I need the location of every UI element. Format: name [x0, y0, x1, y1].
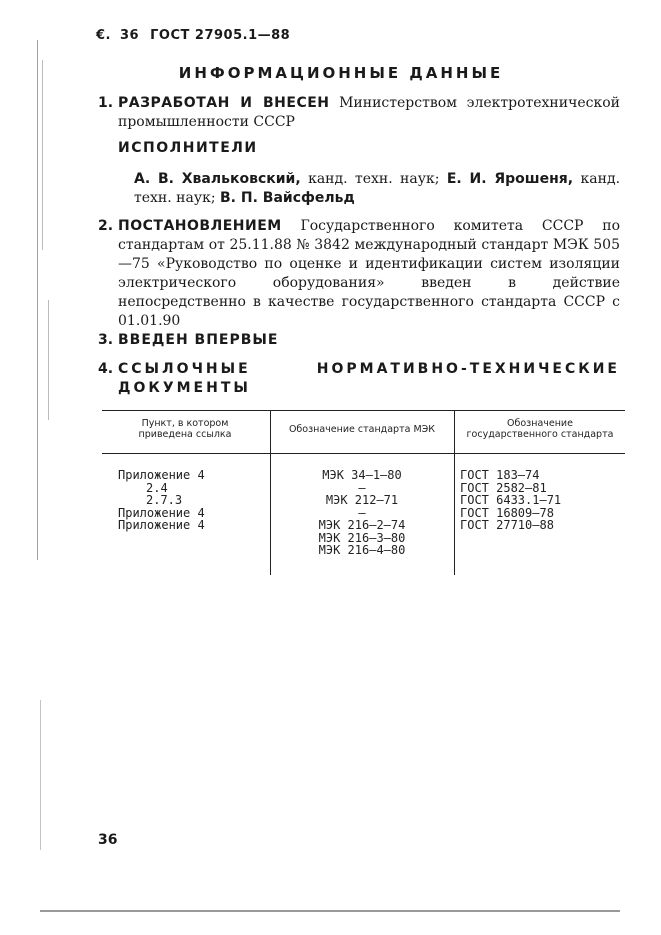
- table-cell: ГОСТ 27710—88: [460, 518, 554, 532]
- table-cell: ГОСТ 183—74: [460, 468, 540, 482]
- executor-2: Е. И. Ярошеня,: [446, 171, 574, 187]
- scan-artifact-bottom: [40, 910, 620, 912]
- section-3-number: 3.: [98, 332, 114, 348]
- table-cell: 2.4: [146, 480, 168, 495]
- table-cell: 2.7.3: [146, 493, 183, 507]
- table-cell: ГОСТ 6433.1—71: [460, 493, 562, 507]
- executor-2-rank: канд. техн. наук;: [134, 171, 621, 206]
- section-4-number: 4.: [98, 361, 114, 377]
- section-2-text: Государственного комитета СССР по стандартам от 25.11.88 № 3842 международный стандарт МЭК 505—75 «Руководство по оценке и идентификации систем изоляции электрического оборудования» введен в действие непосредственно в качестве государственного стандарта СССР с 01.01.90: [118, 218, 621, 329]
- section-1: [98, 94, 620, 134]
- executor-1-rank: канд. техн. наук;: [308, 171, 440, 187]
- scan-artifact-left-2: [42, 60, 43, 250]
- section-2: [98, 217, 621, 329]
- table-header-3: Обозначение государственного стандарта: [466, 418, 614, 440]
- section-2-number: 2.: [98, 218, 114, 234]
- table-header-rule: [102, 453, 625, 454]
- table-cell: МЭК 34—1—80: [322, 468, 402, 482]
- running-header: [96, 28, 290, 43]
- executors-list: [134, 170, 620, 208]
- table-top-rule: [102, 410, 625, 411]
- references-table: [102, 410, 625, 580]
- table-cell: МЭК 216—3—80: [318, 530, 406, 545]
- section-4-caps: ССЫЛОЧНЫЕ НОРМАТИВНО-ТЕХНИЧЕСКИЕ ДОКУМЕНТЫ: [118, 361, 620, 396]
- header-mark: €.: [96, 28, 111, 43]
- page-title: ИНФОРМАЦИОННЫЕ ДАННЫЕ: [178, 64, 504, 82]
- table-cell: Приложение 4: [118, 468, 205, 482]
- table-cell: —: [358, 505, 366, 520]
- table-header-2: Обозначение стандарта МЭК: [288, 424, 436, 435]
- section-1-caps: РАЗРАБОТАН И ВНЕСЕН: [118, 95, 330, 111]
- table-cell: —: [358, 480, 366, 495]
- scan-artifact-left-3: [48, 300, 49, 420]
- table-cell: ГОСТ 16809—78: [460, 505, 554, 520]
- table-cell: Приложение 4: [118, 518, 205, 532]
- table-col-1: [118, 469, 258, 532]
- table-cell: МЭК 216—2—74: [318, 518, 406, 532]
- section-3-caps: ВВЕДЕН ВПЕРВЫЕ: [118, 332, 279, 348]
- table-header-1: Пункт, в котором приведена ссылка: [138, 418, 232, 440]
- scan-artifact-left-1: [37, 40, 38, 560]
- table-cell: МЭК 212—71: [325, 493, 399, 507]
- executor-3: В. П. Вайсфельд: [220, 190, 355, 206]
- page-number: 36: [98, 832, 118, 848]
- table-divider-2: [454, 410, 455, 575]
- executors-heading: ИСПОЛНИТЕЛИ: [118, 140, 258, 156]
- section-1-text: Министерством электротехнической промышленности СССР: [118, 95, 620, 130]
- table-col-2: [274, 469, 450, 557]
- scan-artifact-left-4: [40, 700, 41, 850]
- table-col-3: [460, 469, 620, 532]
- table-cell: ГОСТ 2582—81: [460, 480, 547, 495]
- executor-1: А. В. Хвальковский,: [134, 171, 301, 187]
- table-cell: Приложение 4: [118, 505, 205, 520]
- section-2-caps: ПОСТАНОВЛЕНИЕМ: [118, 218, 282, 234]
- section-3: [98, 331, 620, 351]
- section-4: [98, 360, 620, 400]
- header-code: ГОСТ 27905.1—88: [150, 28, 291, 43]
- header-page: 36: [120, 28, 140, 43]
- table-cell: МЭК 216—4—80: [318, 543, 406, 557]
- section-1-number: 1.: [98, 95, 114, 111]
- table-divider-1: [270, 410, 271, 575]
